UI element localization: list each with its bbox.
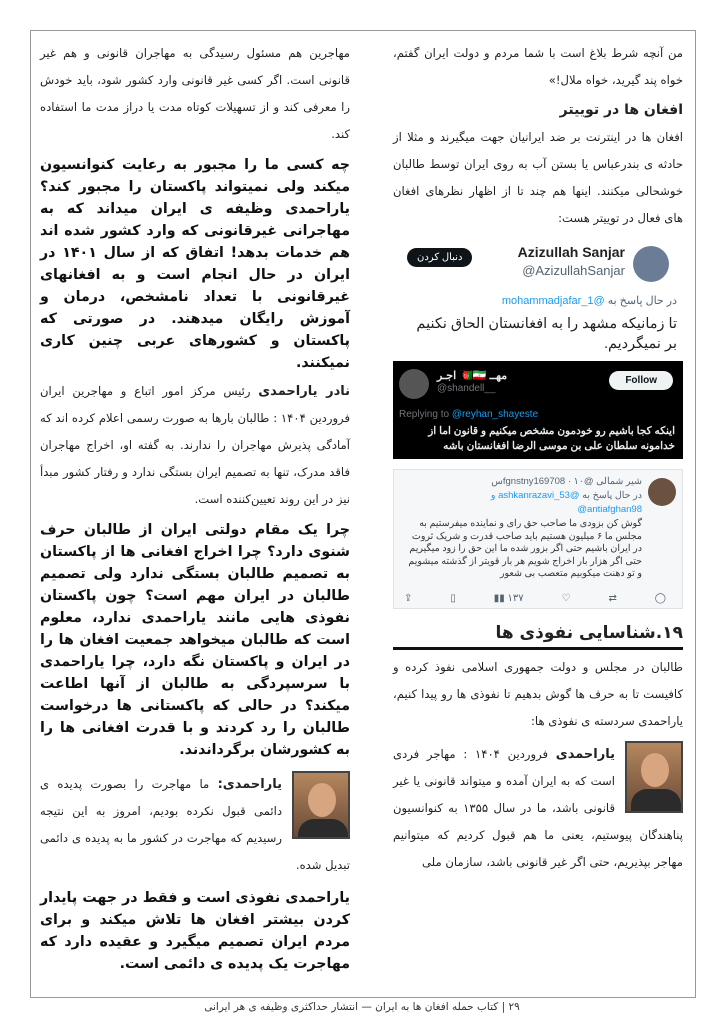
reply-line: [399, 409, 538, 420]
reply-icon[interactable]: ◯: [654, 593, 666, 604]
twitter-paragraph: افغان ها در اینترنت بر ضد ایرانیان جهت میگیرند و مثلا از حادثه ی بندرعباس یا بستن آب به روی ایران توسط طالبان خوشحالی میکنند. اینها هم چند تا از اظهار نظرهای افغان های فعال در توییتر هست:: [393, 130, 683, 225]
follow-button[interactable]: Follow: [609, 371, 673, 390]
left-column: [40, 40, 350, 975]
tweet-author-name: Azizullah Sanjar: [517, 244, 625, 260]
reply-line: [491, 490, 642, 501]
reply-to-handle-2[interactable]: @antiafghan98: [577, 504, 642, 515]
reply-prefix: در حال پاسخ به: [582, 490, 642, 501]
tweet-author-name: ﻣﻬــ 🇦🇫🇮🇷 اجـر: [437, 370, 508, 382]
tweet-text: گوش کن بزودی ما صاحب حق رای و نماینده میفرستیم به مجلس ما ۶ میلیون هستیم باید صاحب قدرت و شریک ثروت در ایران باشیم حتی اگر بزور شده ما این حق را زود میگیریم حتی اگر هزار بار اخراج شویم هر بار قویتر از گذشته میشویم و تو دهنت میکوبیم متعصب بی شعور: [408, 518, 642, 579]
bookmark-icon[interactable]: ▯: [450, 593, 456, 604]
tweet-shandell: [393, 361, 683, 459]
bold-paragraph-2: چرا یک مقام دولتی ایران از طالبان حرف شنوی دارد؟ چرا اخراج افغانی ها از پاکستان به تصمیم طالبان بستگی ندارد ولی تصمیم طالبان در ایران مهم است؟ چون پاکستان نفوذی هایی مانند یاراحمدی ندارد، معلوم است که طالبان میخواهد جمعیت افغان ها را در ایران و پاکستان نگه دارد، چرا یاراحمدی با سرسپردگی به طالبان از آنها اطاعت میکند؟ در حالی که پاکستانی ها درخواست طالبان را رد کردند و با قدرت افغانی ها را به کشورشان برگرداندند.: [40, 522, 350, 758]
portrait-image: [292, 771, 350, 839]
like-icon[interactable]: ♡: [561, 593, 571, 604]
quote2-block: [40, 771, 350, 879]
tweet-author-handle: @AzizullahSanjar: [522, 263, 625, 278]
views-icon: ▮▮ ۱۳۷: [493, 593, 524, 604]
twitter-heading: افغان ها در توییتر: [559, 102, 683, 118]
tweet-header: شیر شمالی @fgnstny169708 · ۱۰س: [491, 476, 642, 487]
quote2-text: ما مهاجرت را بصورت پدیده ی دائمی قبول نکرده بودیم، امروز به این نتیجه رسیدیم که مهاجرت در کشور ما به پدیده ی دائمی تبدیل شده.: [40, 777, 350, 872]
reply-line: [502, 294, 677, 307]
section-heading: ۱۹.شناسایی نفوذی ها: [393, 623, 683, 650]
tweet-actions: [404, 593, 666, 604]
tweet-azizullah: [393, 238, 683, 353]
bold-paragraph-3: یاراحمدی نفوذی است و فقط در جهت پایدار کردن بیشتر افغان ها تلاش میکند و برای مردم ایران تصمیم میگیرد و عقیده دارد که مهاجرت یک پدیده ی دائمی است.: [40, 890, 350, 972]
views-count: ۱۳۷: [507, 593, 524, 604]
nader-name: نادر یاراحمدی: [258, 384, 350, 399]
tweet-shir-shomali: [393, 469, 683, 609]
quote-block: [393, 741, 683, 876]
reply-prefix: Replying to: [399, 409, 450, 420]
reply-to-handle[interactable]: @ashkanrazavi_53 و: [490, 490, 580, 501]
tweet-text: اینکه کجا باشیم رو خودمون مشخص میکنیم و قانون اما از خدامونه سلطان علی بن موسی الرضا افغانستان باشه: [428, 425, 675, 452]
quote2-name: یاراحمدی:: [217, 777, 282, 792]
quote-text: فروردین ۱۴۰۴ : مهاجر فردی است که به ایران آمده و میتواند قانونی یا غیر قانونی باشد، ما در سال ۱۳۵۵ به کنوانسیون پناهندگان پیوستیم، یعنی ما هم قبول کردیم که میتوانیم مهاجر بپذیریم، حتی اگر غیر قانونی باشد، سازمان ملی: [393, 747, 683, 869]
avatar: [633, 246, 669, 282]
portrait-image: [625, 741, 683, 813]
follow-button[interactable]: دنبال کردن: [407, 248, 472, 267]
reply-prefix: در حال پاسخ به: [607, 295, 677, 307]
right-column: [393, 40, 683, 876]
quote-name: یاراحمدی: [555, 747, 616, 762]
bold-paragraph-1: چه کسی ما را مجبور به رعایت کنوانسیون میکند ولی نمیتواند پاکستان را مجبور کند؟ یاراحمدی وظیفه ی ایران میداند که به مهاجرانی غیرقانونی که وارد کشور شده اند هم خدمات بدهد! اتفاق که از سال ۱۴۰۱ در ایران در حال انجام است و به افغانهای غیرقانونی با تعداد نامشخص، درمان و آموزش رایگان میدهند. در صورتی که پاکستان و کشورهای عربی چنین کاری نمیکنند.: [40, 157, 350, 371]
tweet-text: تا زمانیکه مشهد را به افغانستان الحاق نکنیم بر نمیگردیم.: [416, 316, 677, 352]
tweet-author-handle: @shandell__: [437, 383, 496, 394]
page-footer: ۲۹ | کتاب حمله افغان ها به ایران — انتشار حداکثری وظیفه ی هر ایرانی: [204, 1001, 520, 1013]
avatar: [648, 478, 676, 506]
left-paragraph-1: مهاجرین هم مسئول رسیدگی به مهاجران قانونی و هم غیر قانونی است. اگر کسی غیر قانونی وارد کشور شود، باید خودش را معرفی کند و از تسهیلات کوتاه مدت یا دراز مدت ما استفاده کند.: [40, 46, 350, 141]
share-icon[interactable]: ⇪: [404, 593, 413, 604]
intro-paragraph: من آنچه شرط بلاغ است با شما مردم و دولت ایران گفتم، خواه پند گیرید، خواه ملال!»: [393, 46, 683, 87]
section-paragraph: طالبان در مجلس و دولت جمهوری اسلامی نفوذ کرده و کافیست تا به حرف ها گوش بدهیم تا نفوذی ها رو پیدا کنیم، یاراحمدی سردسته ی نفوذی ها:: [393, 660, 683, 728]
reply-to-handle[interactable]: @mohammadjafar_1: [501, 295, 605, 307]
reply-to-handle[interactable]: @reyhan_shayeste: [451, 409, 539, 420]
retweet-icon[interactable]: ⇄: [608, 593, 617, 604]
nader-text: رئیس مرکز امور اتباع و مهاجرین ایران فروردین ۱۴۰۴ : طالبان بارها به صورت رسمی اعلام کرده اند که آمادگی پذیرش مهاجران را ندارند. به گفته او، اخراج مهاجران فاقد مدرک، تنها به تصمیم ایران بستگی ندارد و رفتار کشور مبدأ نیز در این روند تعیین‌کننده است.: [40, 384, 350, 506]
nader-paragraph: [40, 378, 350, 513]
avatar: [399, 369, 429, 399]
